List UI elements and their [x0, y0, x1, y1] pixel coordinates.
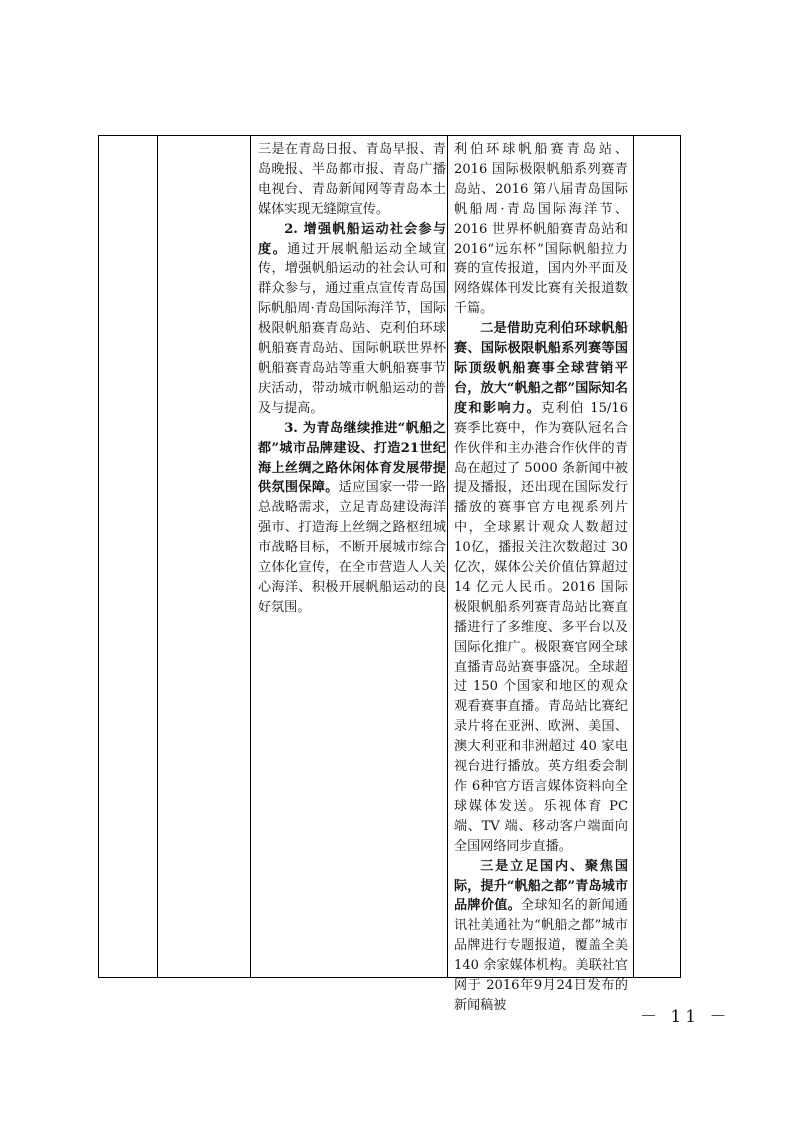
- paragraph-global-marketing: [454, 319, 628, 856]
- column-divider: [447, 136, 448, 977]
- paragraph-event-reports: 利伯环球帆船赛青岛站、2016 国际极限帆船系列赛青岛站、2016 第八届青岛国际帆船周·青岛国际海洋节、2016 世界杯帆船赛青岛站和 2016“远东杯”国际帆船拉力赛的宣传报道，国内外平面及网络媒体刊发比赛有关报道数千篇。: [454, 142, 628, 317]
- paragraph-city-brand: [258, 419, 446, 618]
- column-divider: [157, 136, 158, 977]
- paragraph-text: 克利伯 15/16 赛季比赛中，作为赛队冠名合作伙伴和主办港合作伙伴的青岛在超过了 5000 条新闻中被提及播报，还出现在国际发行播放的赛事官方电视系列片中，全球累计观众人数超过 10亿，播报关注次数超过 30亿次，媒体公关价值估算超过 14 亿元人民币。2016 国际极限帆船系列赛青岛站比赛直播进行了多维度、多平台以及国际化推广。极限赛官网全球直播青岛站赛事盛况。全球超过 150 个国家和地区的观众观看赛事直播。青岛站比赛纪录片将在亚洲、欧洲、美国、澳大利亚和非洲超过 40 家电视台进行播放。英方组委会制作 6种官方语言媒体资料向全球媒体发送。乐视体育 PC 端、TV 端、移动客户端面向全国网络同步直播。: [454, 400, 629, 854]
- paragraph-media-coverage: 三是在青岛日报、青岛早报、青岛晚报、半岛都市报、青岛广播电视台、青岛新闻网等青岛本土媒体实现无缝隙宣传。: [258, 142, 446, 217]
- paragraph-text: 适应国家一带一路总战略需求，立足青岛建设海洋强市、打造海上丝绸之路枢纽城市战略目标，不断开展城市综合立体化宣传，在全市营造人人关心海洋、积极开展帆船运动的良好氛围。: [258, 480, 447, 615]
- paragraph-text: 通过开展帆船运动全域宣传，增强帆船运动的社会认可和群众参与，通过重点宣传青岛国际帆船周·青岛国际海洋节，国际极限帆船赛青岛站、克利伯环球帆船赛青岛站、国际帆联世界杯帆船赛青岛站等重大帆船赛事节庆活动，带动城市帆船运动的普及与提高。: [258, 241, 447, 416]
- paragraph-brand-value: [454, 857, 628, 1016]
- column-divider: [633, 136, 634, 977]
- heading-city-brand: 3. 为青岛继续推进“帆船之都”城市品牌建设、打造21世纪海上丝绸之路休闲体育发展带提供氛围保障。: [258, 420, 446, 496]
- heading-global-marketing: 二是借助克利伯环球帆船赛、国际极限帆船系列赛等国际顶级帆船赛事全球营销平台，放大“帆船之都”国际知名度和影响力。: [454, 321, 628, 416]
- measures-column-cell: [258, 140, 446, 618]
- column-divider: [250, 136, 251, 977]
- heading-social-participation: 2. 增强帆船运动社会参与度。: [258, 221, 446, 257]
- results-column-cell: [454, 140, 628, 1016]
- report-table: [98, 135, 681, 1013]
- heading-brand-value: 三是立足国内、聚焦国际，提升“帆船之都”青岛城市品牌价值。: [454, 858, 628, 914]
- page-number: － 11 －: [640, 1007, 731, 1027]
- paragraph-text: 全球知名的新闻通讯社美通社为“帆船之都”城市品牌进行专题报道，覆盖全美 140 余家媒体机构。美联社官网于 2016年9月24日发布的新闻稿被: [454, 898, 629, 1013]
- paragraph-social-participation: [258, 220, 446, 419]
